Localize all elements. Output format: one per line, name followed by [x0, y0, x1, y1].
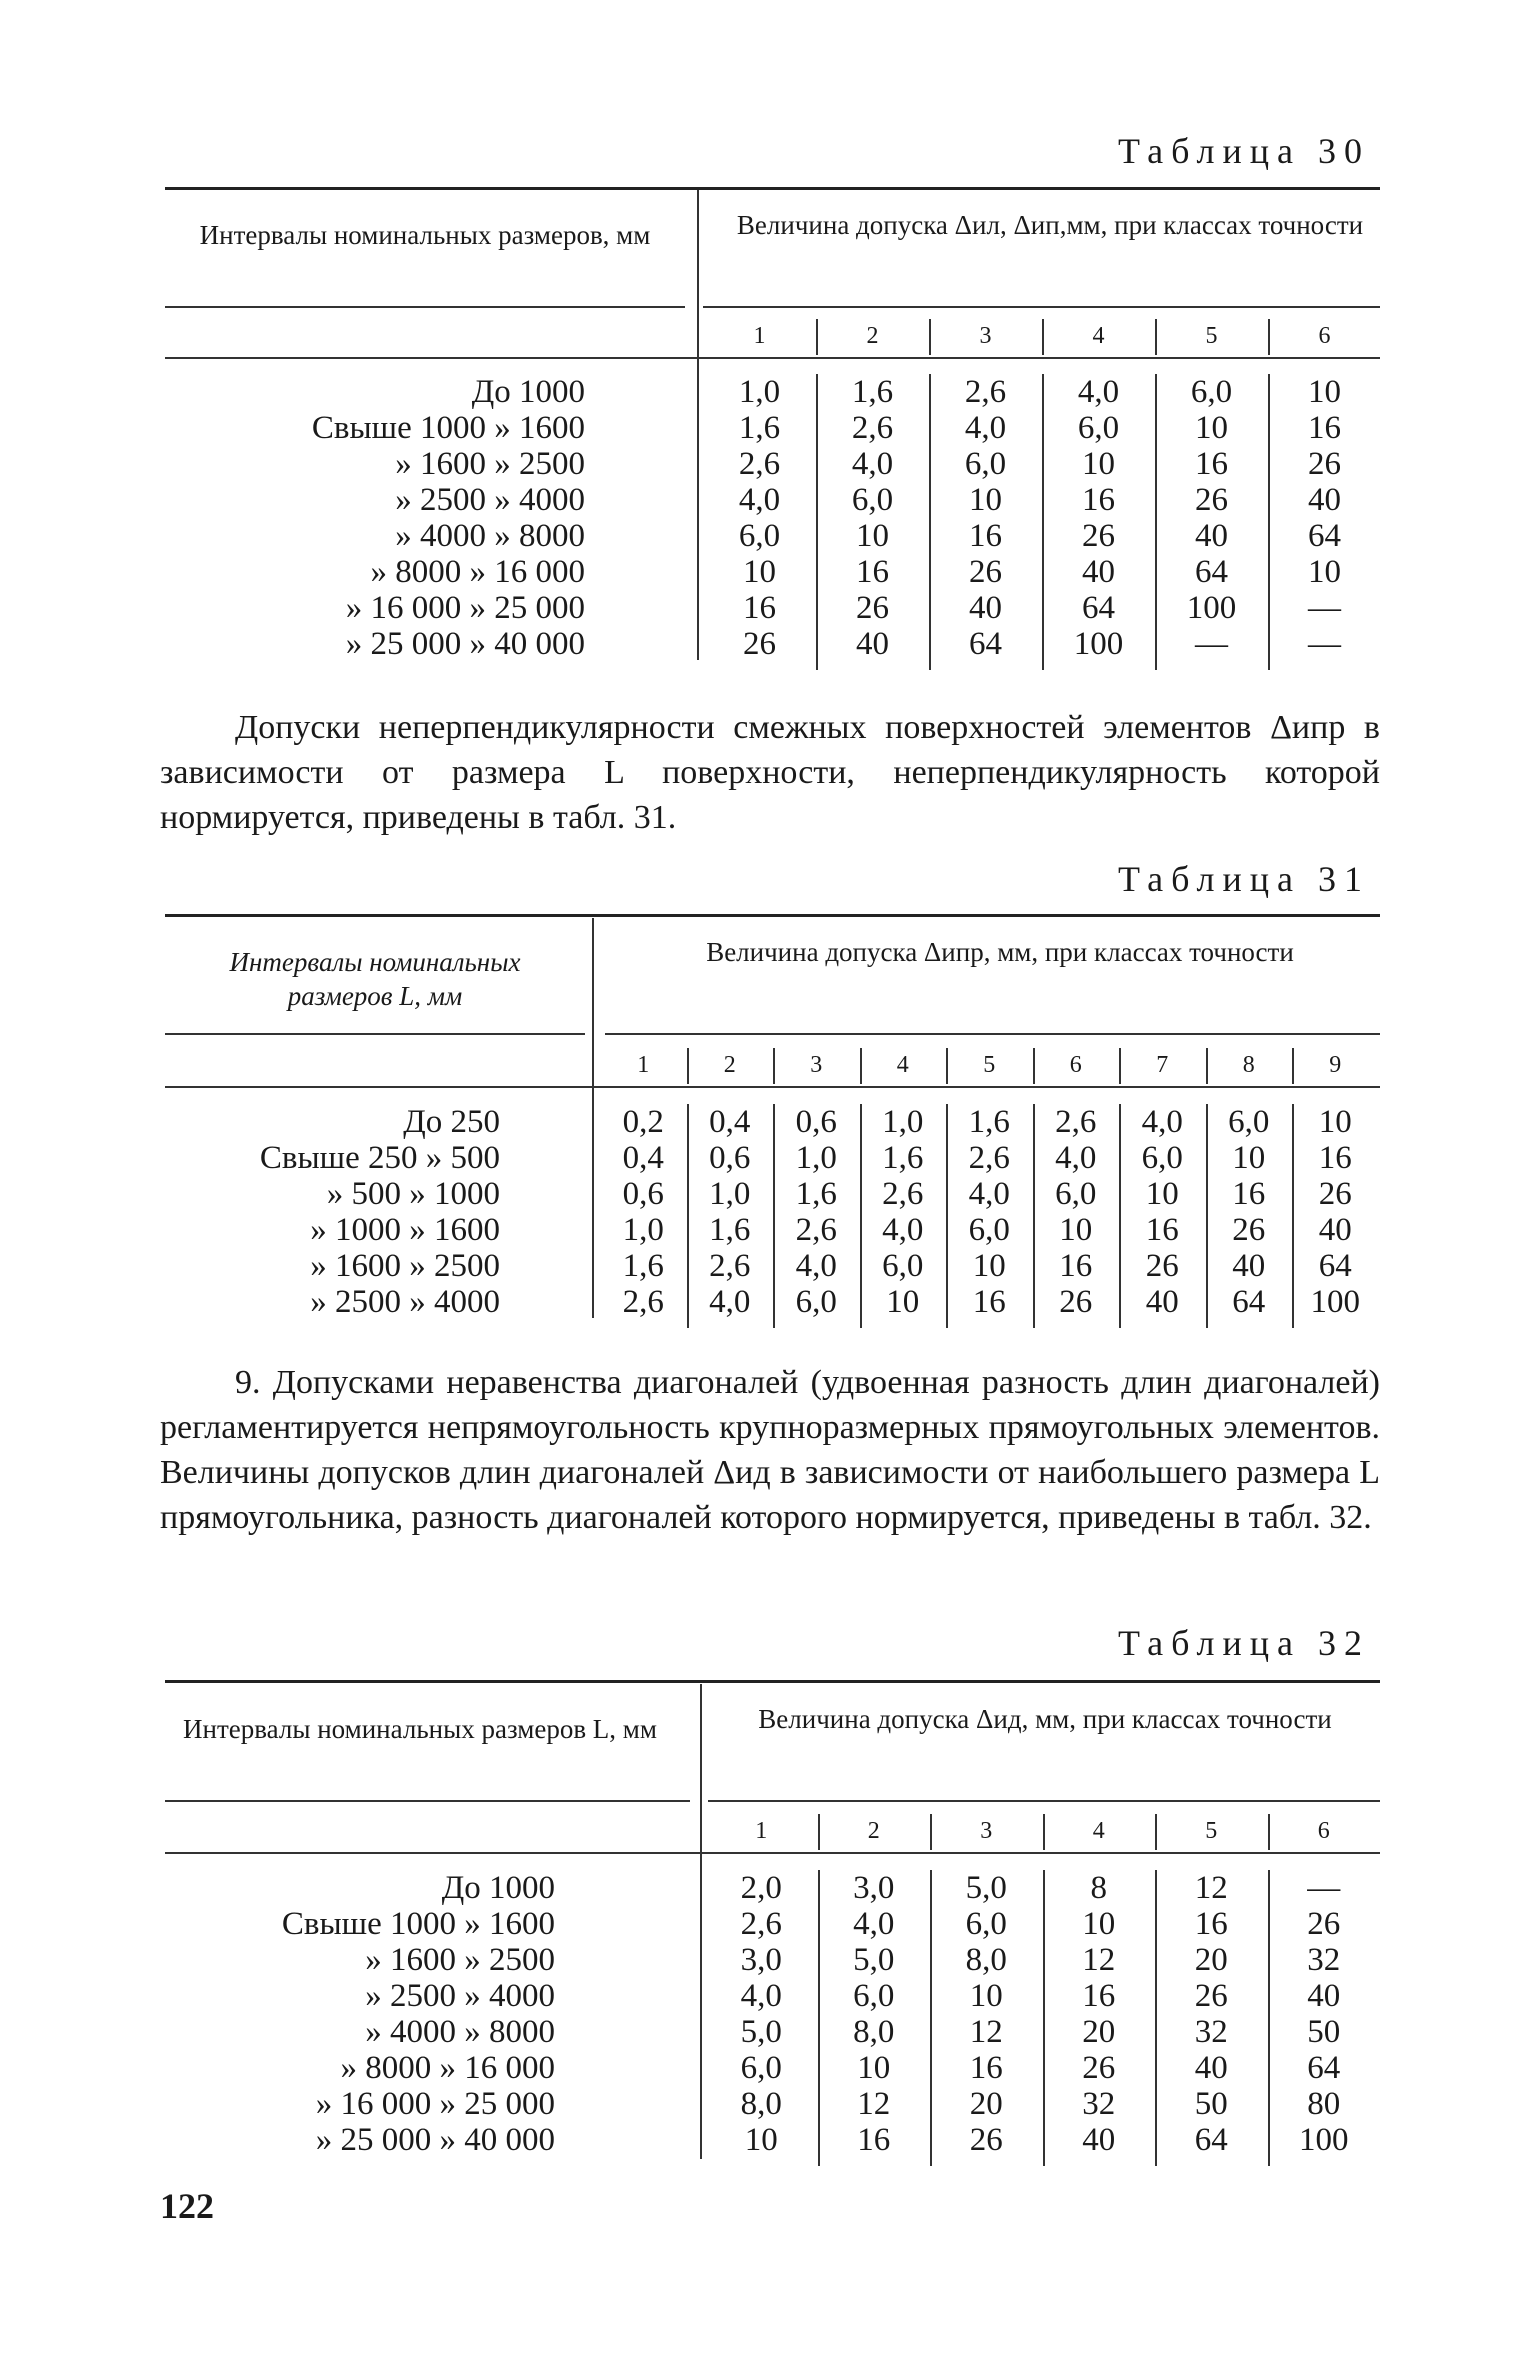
table30-cell: 10	[1308, 554, 1341, 590]
table31-cell: 26	[1232, 1212, 1266, 1248]
table31-cell: 6,0	[968, 1212, 1010, 1248]
table31-cell: 26	[1318, 1176, 1352, 1212]
table31-cell: 4,0	[1055, 1140, 1097, 1176]
table31-column-number: 7	[1156, 1052, 1169, 1078]
table30-cell: 4,0	[738, 482, 781, 518]
table31-header-bottom-rule	[165, 1086, 1380, 1088]
table30-caption: Таблица 30	[1118, 131, 1370, 171]
table32-cell: 3,0	[853, 1870, 895, 1906]
table31-cell: 4,0	[882, 1212, 924, 1248]
table30-cell: 16	[1195, 446, 1228, 482]
table30-column-separator	[929, 319, 931, 355]
table30-cell: 100	[1073, 626, 1124, 662]
table30-column-separator	[1042, 319, 1044, 355]
table31-header-divider	[592, 918, 594, 1318]
table30-row-label: » 1600 » 2500	[395, 446, 585, 482]
table32-cell: 16	[1194, 1906, 1228, 1942]
table31-cell: 40	[1145, 1284, 1179, 1320]
table32-cell: 12	[1082, 1942, 1116, 1978]
table31-cell: 6,0	[1055, 1176, 1097, 1212]
table31-cell: 0,4	[622, 1140, 664, 1176]
table31-cell: 40	[1232, 1248, 1266, 1284]
table32-cell: 40	[1194, 2050, 1228, 2086]
table31-cell: 0,6	[709, 1140, 751, 1176]
table32-header-bottom-rule	[165, 1852, 1380, 1854]
table31-cell: 2,6	[882, 1176, 924, 1212]
table32-cell: 5,0	[965, 1870, 1007, 1906]
table32-caption: Таблица 32	[1118, 1623, 1370, 1663]
table31-cell: 1,6	[968, 1104, 1010, 1140]
table30-row-label: » 8000 » 16 000	[370, 554, 585, 590]
table31-cell: 6,0	[1228, 1104, 1270, 1140]
table32-column-separator	[818, 1814, 820, 1850]
table32-row-label: До 1000	[441, 1870, 555, 1906]
table32-column-separator	[1155, 1814, 1157, 1850]
table31-cell: 16	[1318, 1140, 1352, 1176]
table30-cell: 10	[1082, 446, 1115, 482]
table30-column-number: 6	[1318, 323, 1331, 349]
table30-cell: 26	[969, 554, 1002, 590]
table31-header-right: Величина допуска Δипр, мм, при классах точности	[706, 937, 1294, 967]
table31-cell: 6,0	[795, 1284, 837, 1320]
table30-header-right: Величина допуска Δил, Δип,мм, при классах точности	[736, 210, 1364, 240]
table31-cell: 10	[1232, 1140, 1266, 1176]
table30-cell: 6,0	[738, 518, 781, 554]
table32-cell: 2,6	[740, 1906, 782, 1942]
table30-cell: 26	[1308, 446, 1341, 482]
table31-cell: 16	[1145, 1212, 1179, 1248]
table32-column-separator	[1043, 1814, 1045, 1850]
table32-column-number: 1	[755, 1818, 768, 1844]
table32-cell: 64	[1307, 2050, 1341, 2086]
paragraph-2: 9. Допусками неравенства диагоналей (удвоенная разность длин диагоналей) регламентируется непрямоугольность крупноразмерных прямоугольных элементов. Величины допусков длин диагоналей Δид в зависимости от наибольшего размера L прямоугольника, разность диагоналей которого нормируется, приведены в табл. 32.	[160, 1364, 1380, 1536]
table30-cell: 64	[1308, 518, 1341, 554]
table31-column-number: 5	[983, 1052, 996, 1078]
table32-row-label: » 4000 » 8000	[365, 2014, 555, 2050]
table31-right-rule	[605, 1033, 1380, 1035]
table31-column-separator	[773, 1048, 775, 1084]
table31-cell: 26	[1059, 1284, 1093, 1320]
table30-cell: 4,0	[1077, 374, 1120, 410]
table32-cell: 64	[1194, 2122, 1228, 2158]
table30-cell: 40	[969, 590, 1002, 626]
table31-cell: 1,0	[882, 1104, 924, 1140]
table32-column-number: 2	[867, 1818, 880, 1844]
table32-cell: 16	[969, 2050, 1003, 2086]
table30-column-number: 3	[979, 323, 992, 349]
table32-cell: 40	[1082, 2122, 1116, 2158]
table30-column-number: 4	[1092, 323, 1105, 349]
table31-cell: 6,0	[882, 1248, 924, 1284]
table31-cell: 10	[1318, 1104, 1352, 1140]
table30-cell: 16	[1308, 410, 1341, 446]
table31-cell: 2,6	[968, 1140, 1010, 1176]
table32-cell: 100	[1299, 2122, 1349, 2158]
table31-cell: 2,6	[709, 1248, 751, 1284]
table31-cell: 0,6	[622, 1176, 664, 1212]
table30-cell: 4,0	[851, 446, 894, 482]
table32-cell: 32	[1307, 1942, 1341, 1978]
table32-cell: 8,0	[853, 2014, 895, 2050]
table30-row-label: » 25 000 » 40 000	[345, 626, 585, 662]
table30-cell: 6,0	[851, 482, 894, 518]
table30-cell: 26	[1082, 518, 1115, 554]
table31-cell: 1,6	[709, 1212, 751, 1248]
table30-row-label: До 1000	[471, 374, 585, 410]
table32-cell: 20	[1082, 2014, 1116, 2050]
table32-top-rule	[165, 1680, 1380, 1683]
table30-column-separator	[1268, 319, 1270, 355]
table30-cell: 16	[856, 554, 889, 590]
table32-cell: 26	[969, 2122, 1003, 2158]
table30-right-rule	[703, 306, 1380, 308]
table30-cell: 40	[1082, 554, 1115, 590]
table32-cell: 5,0	[740, 2014, 782, 2050]
table31-header-left: Интервалы номинальных размеров L, мм	[229, 947, 521, 1011]
table31-cell: 64	[1318, 1248, 1352, 1284]
table31-row-label: » 1000 » 1600	[310, 1212, 500, 1248]
table31-cell: 1,6	[622, 1248, 664, 1284]
table30-cell: 26	[856, 590, 889, 626]
table32-cell: 12	[857, 2086, 891, 2122]
table32-header-right: Величина допуска Δид, мм, при классах точности	[758, 1704, 1332, 1734]
table31-cell: 16	[1232, 1176, 1266, 1212]
table32-cell: 10	[969, 1978, 1003, 2014]
table30-row-label: » 2500 » 4000	[395, 482, 585, 518]
table31-cell: 1,6	[795, 1176, 837, 1212]
table31-cell: 16	[1059, 1248, 1093, 1284]
table32-cell: 12	[969, 2014, 1003, 2050]
table31-cell: 1,0	[795, 1140, 837, 1176]
table31-column-number: 2	[723, 1052, 736, 1078]
table30-header-left: Интервалы номинальных размеров, мм	[199, 220, 651, 250]
table30-cell: 6,0	[1190, 374, 1233, 410]
table32-cell: 32	[1194, 2014, 1228, 2050]
table32-cell: 2,0	[740, 1870, 782, 1906]
table30-cell: 10	[969, 482, 1002, 518]
table32-row-label: » 8000 » 16 000	[340, 2050, 555, 2086]
table31-column-number: 1	[637, 1052, 650, 1078]
table31-cell: 6,0	[1141, 1140, 1183, 1176]
table30-cell: 16	[969, 518, 1002, 554]
table32-column-number: 4	[1092, 1818, 1105, 1844]
table31-cell: 0,6	[795, 1104, 837, 1140]
table31-cell: 10	[1145, 1176, 1179, 1212]
table32-column-separator	[1268, 1814, 1270, 1850]
table31-cell: 10	[886, 1284, 920, 1320]
table31-top-rule	[165, 914, 1380, 917]
table31-column-number: 4	[896, 1052, 909, 1078]
table31-row-label: До 250	[403, 1104, 500, 1140]
table32-cell: 40	[1307, 1978, 1341, 2014]
table30-cell: 10	[1195, 410, 1228, 446]
table30-header-bottom-rule	[165, 357, 1380, 359]
table30-cell: 40	[856, 626, 889, 662]
table31-cell: 2,6	[622, 1284, 664, 1320]
table30-cell: 2,6	[964, 374, 1007, 410]
table32-column-number: 6	[1317, 1818, 1330, 1844]
table31-cell: 2,6	[1055, 1104, 1097, 1140]
table31-row-label: » 1600 » 2500	[310, 1248, 500, 1284]
table31-column-separator	[687, 1048, 689, 1084]
table32-row-label: » 25 000 » 40 000	[315, 2122, 555, 2158]
paragraph-1: Допуски неперпендикулярности смежных поверхностей элементов Δипр в зависимости от размера L поверхности, неперпендикулярность которой нормируется, приведены в табл. 31.	[160, 709, 1380, 836]
table30-cell: 64	[1082, 590, 1115, 626]
table31-cell: 0,4	[709, 1104, 751, 1140]
table31-column-number: 9	[1329, 1052, 1342, 1078]
table30-row-label: » 16 000 » 25 000	[345, 590, 585, 626]
table31-column-separator	[946, 1048, 948, 1084]
table32-header-divider	[700, 1684, 702, 2159]
table32-row-label: » 16 000 » 25 000	[315, 2086, 555, 2122]
table32-cell: 6,0	[740, 2050, 782, 2086]
table32-row-label: » 2500 » 4000	[365, 1978, 555, 2014]
table31-column-number: 6	[1069, 1052, 1082, 1078]
table30-row-label: » 4000 » 8000	[395, 518, 585, 554]
table32-cell: —	[1307, 1870, 1341, 1906]
table32-cell: 5,0	[853, 1942, 895, 1978]
table31-cell: 26	[1145, 1248, 1179, 1284]
table30-cell: 1,6	[738, 410, 781, 446]
table32-cell: 8	[1090, 1870, 1107, 1906]
table32-column-separator	[930, 1814, 932, 1850]
table30-cell: 40	[1308, 482, 1341, 518]
table32-cell: 20	[1194, 1942, 1228, 1978]
table30-cell: —	[1308, 590, 1341, 626]
table32-cell: 4,0	[740, 1978, 782, 2014]
table30-cell: 2,6	[738, 446, 781, 482]
table31-cell: 1,6	[882, 1140, 924, 1176]
table31-column-separator	[1206, 1048, 1208, 1084]
table32-cell: 50	[1194, 2086, 1228, 2122]
table31-column-separator	[860, 1048, 862, 1084]
table32-cell: 26	[1082, 2050, 1116, 2086]
table31-column-separator	[1292, 1048, 1294, 1084]
table32-right-rule	[708, 1800, 1380, 1802]
table30-cell: 10	[1308, 374, 1341, 410]
table32-cell: 16	[1082, 1978, 1116, 2014]
table32-cell: 3,0	[740, 1942, 782, 1978]
table30-cell: 100	[1186, 590, 1237, 626]
table32-header-left: Интервалы номинальных размеров L, мм	[183, 1714, 657, 1744]
table30-column-separator	[816, 319, 818, 355]
table30-header-divider	[697, 190, 699, 660]
table31-cell: 4,0	[795, 1248, 837, 1284]
table31-column-number: 3	[810, 1052, 823, 1078]
table30-cell: —	[1195, 626, 1228, 662]
table32-row-label: Свыше 1000 » 1600	[281, 1906, 555, 1942]
table30-cell: 2,6	[851, 410, 894, 446]
table31-column-number: 8	[1242, 1052, 1255, 1078]
table32-cell: 10	[1082, 1906, 1116, 1942]
table31-cell: 1,0	[622, 1212, 664, 1248]
table30-cell: 10	[743, 554, 776, 590]
table32-left-rule	[165, 1800, 690, 1802]
table31-row-label: » 2500 » 4000	[310, 1284, 500, 1320]
table30-top-rule	[165, 187, 1380, 190]
table32-cell: 6,0	[853, 1978, 895, 2014]
table31-cell: 4,0	[1141, 1104, 1183, 1140]
table31-cell: 10	[1059, 1212, 1093, 1248]
page-number: 122	[160, 2186, 214, 2226]
table32-cell: 12	[1194, 1870, 1228, 1906]
table30-cell: 1,6	[851, 374, 894, 410]
table31-cell: 64	[1232, 1284, 1266, 1320]
table31-cell: 100	[1310, 1284, 1360, 1320]
table30-cell: 40	[1195, 518, 1228, 554]
table30-column-number: 2	[866, 323, 879, 349]
table32-cell: 26	[1194, 1978, 1228, 2014]
table31-column-separator	[1033, 1048, 1035, 1084]
table31-cell: 40	[1318, 1212, 1352, 1248]
table32-cell: 6,0	[965, 1906, 1007, 1942]
table31-cell: 4,0	[709, 1284, 751, 1320]
table32-column-number: 3	[980, 1818, 993, 1844]
table32-cell: 16	[857, 2122, 891, 2158]
table30-cell: 64	[969, 626, 1002, 662]
table31-row-label: Свыше 250 » 500	[259, 1140, 500, 1176]
table32-column-number: 5	[1205, 1818, 1218, 1844]
table31-cell: 10	[972, 1248, 1006, 1284]
table30-cell: 64	[1195, 554, 1228, 590]
table32-cell: 8,0	[740, 2086, 782, 2122]
table31-cell: 16	[972, 1284, 1006, 1320]
table31-row-label: » 500 » 1000	[326, 1176, 500, 1212]
table32-cell: 4,0	[853, 1906, 895, 1942]
table30-left-rule	[165, 306, 685, 308]
table30-cell: 16	[1082, 482, 1115, 518]
table30-row-label: Свыше 1000 » 1600	[311, 410, 585, 446]
table30-cell: 6,0	[1077, 410, 1120, 446]
table30-column-separator	[1155, 319, 1157, 355]
table32-cell: 50	[1307, 2014, 1341, 2050]
table32-cell: 80	[1307, 2086, 1341, 2122]
table32-cell: 10	[857, 2050, 891, 2086]
table30-cell: —	[1308, 626, 1341, 662]
table32-cell: 8,0	[965, 1942, 1007, 1978]
table30-cell: 26	[1195, 482, 1228, 518]
table31-cell: 4,0	[968, 1176, 1010, 1212]
table30-cell: 26	[743, 626, 776, 662]
table32-cell: 26	[1307, 1906, 1341, 1942]
table30-cell: 10	[856, 518, 889, 554]
table32-cell: 32	[1082, 2086, 1116, 2122]
table30-cell: 16	[743, 590, 776, 626]
table31-cell: 2,6	[795, 1212, 837, 1248]
table31-column-separator	[1119, 1048, 1121, 1084]
table30-cell: 4,0	[964, 410, 1007, 446]
table31-caption: Таблица 31	[1118, 859, 1370, 899]
table31-left-rule	[165, 1033, 585, 1035]
table30-cell: 1,0	[738, 374, 781, 410]
table32-cell: 20	[969, 2086, 1003, 2122]
table30-cell: 6,0	[964, 446, 1007, 482]
table32-cell: 10	[744, 2122, 778, 2158]
table30-column-number: 1	[753, 323, 766, 349]
table31-cell: 0,2	[622, 1104, 664, 1140]
table31-cell: 1,0	[709, 1176, 751, 1212]
table30-column-number: 5	[1205, 323, 1218, 349]
table32-row-label: » 1600 » 2500	[365, 1942, 555, 1978]
